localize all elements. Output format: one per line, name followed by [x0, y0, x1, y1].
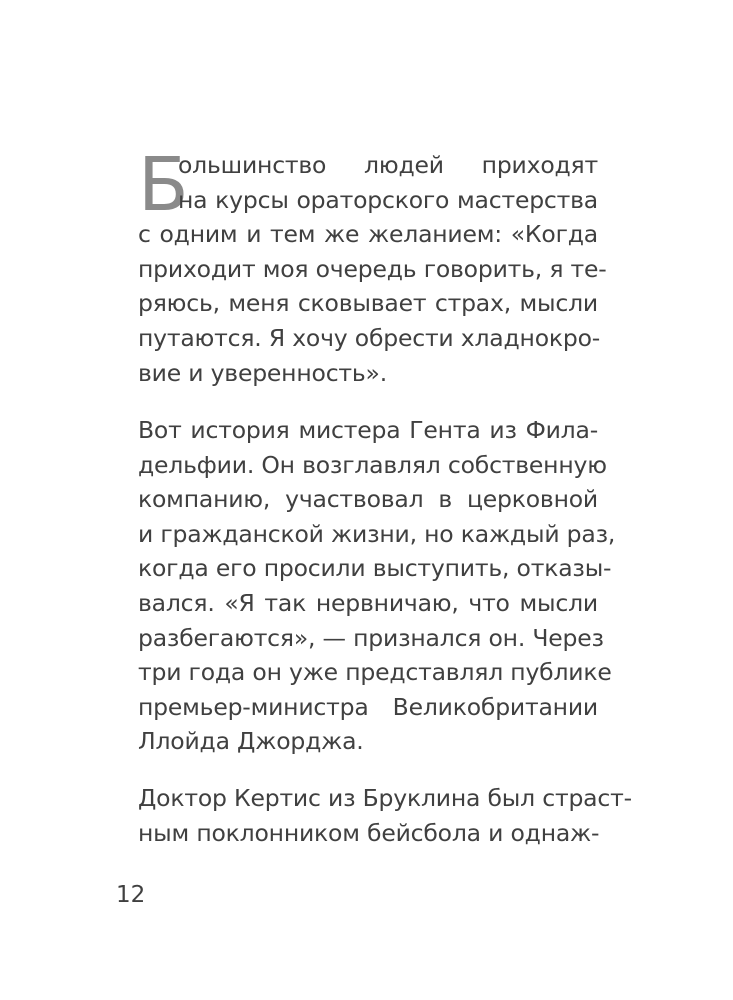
paragraph-line: путаются. Я хочу обрести хладнокро-	[138, 323, 601, 352]
paragraph-line: ольшинство людей приходят	[178, 151, 598, 179]
paragraph-line: разбегаются», — признался он. Через	[138, 623, 604, 652]
paragraph-line: с одним и тем же желанием: «Когда	[138, 220, 598, 249]
paragraph-line: компанию, участвовал в церковной	[138, 485, 598, 514]
paragraph-line: дельфии. Он возглавлял собственную	[138, 450, 607, 479]
paragraph-line: ным поклонником бейсбола и однаж-	[138, 818, 600, 847]
paragraph-line: приходит моя очередь говорить, я те-	[138, 254, 607, 283]
paragraph-line: Вот история мистера Гента из Фила-	[138, 416, 598, 444]
paragraph-line: Ллойда Джорджа.	[138, 727, 364, 756]
paragraph-line: ряюсь, меня сковывает страх, мысли	[138, 289, 598, 318]
paragraph-line: на курсы ораторского мастерства	[178, 185, 598, 214]
paragraph-line: вие и уверенность».	[138, 358, 387, 387]
paragraph-line: три года он уже представлял публике	[138, 658, 612, 687]
paragraph-line: Доктор Кертис из Бруклина был страст-	[138, 784, 632, 812]
paragraph-line: и гражданской жизни, но каждый раз,	[138, 519, 616, 548]
paragraph-line: когда его просили выступить, отказы-	[138, 554, 612, 583]
drop-cap-letter: Б	[138, 142, 189, 228]
paragraph-line: вался. «Я так нервничаю, что мысли	[138, 588, 598, 617]
paragraph-3	[138, 781, 632, 850]
paragraph-line: премьер-министра Великобритании	[138, 692, 598, 721]
paragraph-2	[138, 413, 616, 759]
page-number: 12	[116, 882, 146, 908]
paragraph-1	[138, 142, 607, 390]
